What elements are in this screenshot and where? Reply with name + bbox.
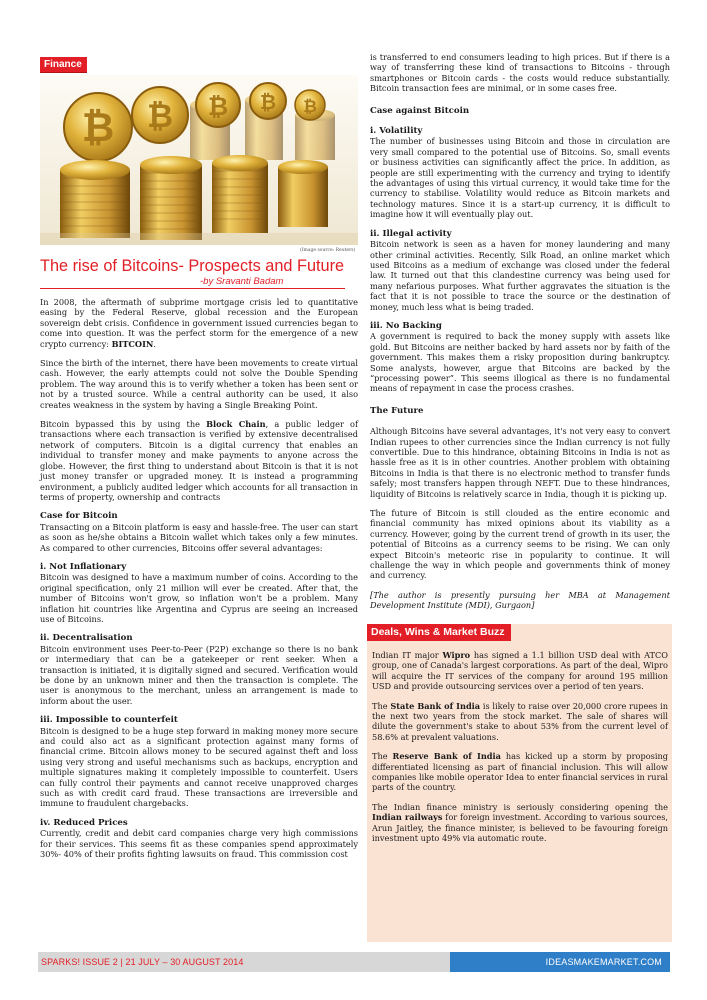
deal-item: The Indian finance ministry is seriously considering opening the Indian railways for foreign investment. According to various sources, Arun Jaitley, the finance minister, is believed to be favouring foreign investment upto 49% via automatic route.: [372, 801, 668, 844]
point-text: Currently, credit and debit card companies charge very high commissions for their services. This seems fit as these companies spend approximately 30%- 40% of their profits fighting lawsuits on fraud. This commission cost: [40, 828, 358, 860]
section-tag-container: [40, 52, 87, 73]
intro-paragraph: Since the birth of the internet, there have been movements to create virtual cash. However, the early attempts could not solve the Double Spending problem. The way around this is to verify whether a token has been sent or not by a trusted source. While a central authority can be used, it also creates weakness in the system by having a Single Breaking Point.: [40, 358, 358, 410]
future-heading: The Future: [370, 405, 424, 416]
section-label: Finance: [40, 57, 87, 73]
deal-item: The Reserve Bank of India has kicked up a storm by proposing differentiated licensing as part of financial inclusion. This will allow companies like mobile operator Idea to enter financial services in rural parts of the country.: [372, 751, 668, 793]
bitcoin-coins-image: [40, 75, 358, 245]
future-paragraph: Although Bitcoins have several advantages, it's not very easy to convert Indian rupees to other currencies since the Indian currency is not fully convertible. Due to this hindrance, obtaining Bitcoins in India is not as hassle free as it is in other countries. Another problem with obtaining Bitcoins in India is that there is no electronic method to transfer funds safely; most transfers happen through NEFT. Due to these hindrances, liquidity of Bitcoins is relatively scarce in India, though it is picking up.: [370, 426, 670, 499]
point-text: The number of businesses using Bitcoin and those in circulation are very small compared to the potential use of Bitcoins. So, small events or business activities can significantly affect the price. In addition, as people are still experimenting with the currency and trying to identify the advantages of using this virtual currency, it would take time for the currency to stabilise. Volatility would reduce as Bitcoin markets and technology matures. Since it is a start-up currency, it is difficult to imagine how it will eventually play out.: [370, 136, 670, 220]
author-note: [The author is presently pursuing her MBA at Management Development Institute (MDI), Gurgaon]: [370, 589, 670, 611]
article-byline: -by Sravanti Badam: [200, 276, 284, 287]
point-heading: iii. Impossible to counterfeit: [40, 715, 178, 726]
page-footer: [38, 952, 670, 972]
point-text: Bitcoin network is seen as a haven for money laundering and many other criminal activities. Recently, Silk Road, an online market which used Bitcoins as a medium of exchange was closed under the federal law. It turned out that this clandestine currency was being used for many nefarious purposes. What further aggravates the situation is the fact that it is not possible to trace the source or the destination of money, much less what is being traded.: [370, 239, 670, 312]
point-heading: iii. No Backing: [370, 320, 442, 331]
point-text: A government is required to back the money supply with assets like gold. But Bitcoins are neither backed by hard assets nor by faith of the government. This makes them a risky proposition during bankruptcy. Some analysts, however, argue that Bitcoins are backed by the “processing power”. This seems illogical as there is no fundamental means of repayment in case the process crashes.: [370, 331, 670, 394]
image-credit: (Image source: Reuters): [300, 248, 356, 253]
point-heading: iv. Reduced Prices: [40, 817, 128, 828]
bitcoin-coins-illustration: [40, 75, 358, 245]
footer-issue-info: SPARKS! ISSUE 2 | 21 JULY – 30 AUGUST 2014: [41, 957, 244, 967]
svg-text:₿: ₿: [259, 90, 277, 114]
svg-text:₿: ₿: [207, 92, 229, 121]
deal-item: Indian IT major Wipro has signed a 1.1 billion USD deal with ATCO group, one of Canada's largest corporations. As part of the deal, Wipro will acquire the IT services of the company for around 195 million USD and provide outsourcing services over a period of ten years.: [372, 650, 668, 692]
case-for-intro: Transacting on a Bitcoin platform is easy and hassle-free. The user can start as soon as he/she obtains a Bitcoin wallet which takes only a few minutes. As compared to other currencies, Bitcoins offer several advantages:: [40, 521, 358, 553]
intro-paragraph: In 2008, the aftermath of subprime mortgage crisis led to quantitative easing by the Federal Reserve, global recession and the European sovereign debt crisis. Confidence in government issued currencies began to come into question. It was the perfect storm for the emergence of a new crypto currency: BITCOIN.: [40, 297, 358, 349]
point-text: Bitcoin is designed to be a huge step forward in making money more secure and could also act as a significant protection against many forms of financial crime. Bitcoin allows money to be secured against theft and loss using very strong and useful mechanisms such as backups, encryption and multiple signatures making it completely impossible to counterfeit. Users can fully control their payments and cannot receive unapproved charges such as with credit card fraud. These transactions are irreversible and immune to fraudulent chargebacks.: [40, 725, 358, 809]
future-paragraph: The future of Bitcoin is still clouded as the entire economic and financial community has mixed opinions about its viability as a currency. However, going by the current trend of growth in its user, the potential of Bitcoins as a currency seems to be rising. We can only expect Bitcoin's meteoric rise in popularity to continue. It will challenge the way in which people and governments think of money and currency.: [370, 508, 670, 581]
point-text: Bitcoin environment uses Peer-to-Peer (P2P) exchange so there is no bank or intermediary that can be a gatekeeper or rent seeker. When a transaction is initiated, it is digitally signed and secured. Verification would be done by an unknown miner and then the transaction is complete. The user is anonymous to the merchant, unless an arrangement is made to inform about the user.: [40, 643, 358, 706]
point-heading: ii. Decentralisation: [40, 633, 133, 644]
article-title: The rise of Bitcoins- Prospects and Future: [40, 257, 345, 275]
article-left-column: [40, 297, 358, 869]
point-heading: i. Volatility: [370, 126, 423, 137]
article-right-column: [370, 52, 670, 620]
case-against-heading: Case against Bitcoin: [370, 105, 470, 116]
svg-text:₿: ₿: [146, 97, 174, 135]
intro-paragraph: Bitcoin bypassed this by using the Block Chain, a public ledger of transactions where each transaction is verified by extensive decentralised network of computers. Bitcoin is a digital currency that enables an individual to transfer money and make payments to anyone across the globe. However, the first thing to understand about Bitcoin is that it is not just money transfer or upgraded money. It is instead a programming environment, a publicly audited ledger which accounts for all transaction in terms of property, ownership and contracts: [40, 419, 358, 502]
point-text-continued: is transferred to end consumers leading to high prices. But if there is a way of transferring these kind of transactions to Bitcoins - through smartphones or Bitcoin cards - the costs would reduce substantially. Bitcoin transaction fees are minimal, or in some cases free.: [370, 52, 670, 94]
svg-text:₿: ₿: [303, 97, 317, 117]
deal-item: The State Bank of India is likely to raise over 20,000 crore rupees in the next two years from the stock market. The sale of shares will dilute the government's stake to about 53% from the current level of 58.6% at prevalent valuations.: [372, 700, 668, 742]
svg-text:₿: ₿: [81, 105, 115, 151]
point-text: Bitcoin was designed to have a maximum number of coins. According to the original specification, only 21 million will ever be created. After that, the number of Bitcoins won't grow, so inflation won't be a problem. Many inflation hit countries like Argentina and Cyprus are seeing an increased use of Bitcoins.: [40, 572, 358, 624]
footer-website: IDEASMAKEMARKET.COM: [450, 952, 670, 972]
title-underline: [40, 288, 345, 289]
point-heading: ii. Illegal activity: [370, 228, 452, 239]
deals-list: [372, 650, 668, 853]
deals-label: Deals, Wins & Market Buzz: [367, 624, 511, 641]
point-heading: i. Not Inflationary: [40, 561, 127, 572]
case-for-heading: Case for Bitcoin: [40, 511, 118, 522]
